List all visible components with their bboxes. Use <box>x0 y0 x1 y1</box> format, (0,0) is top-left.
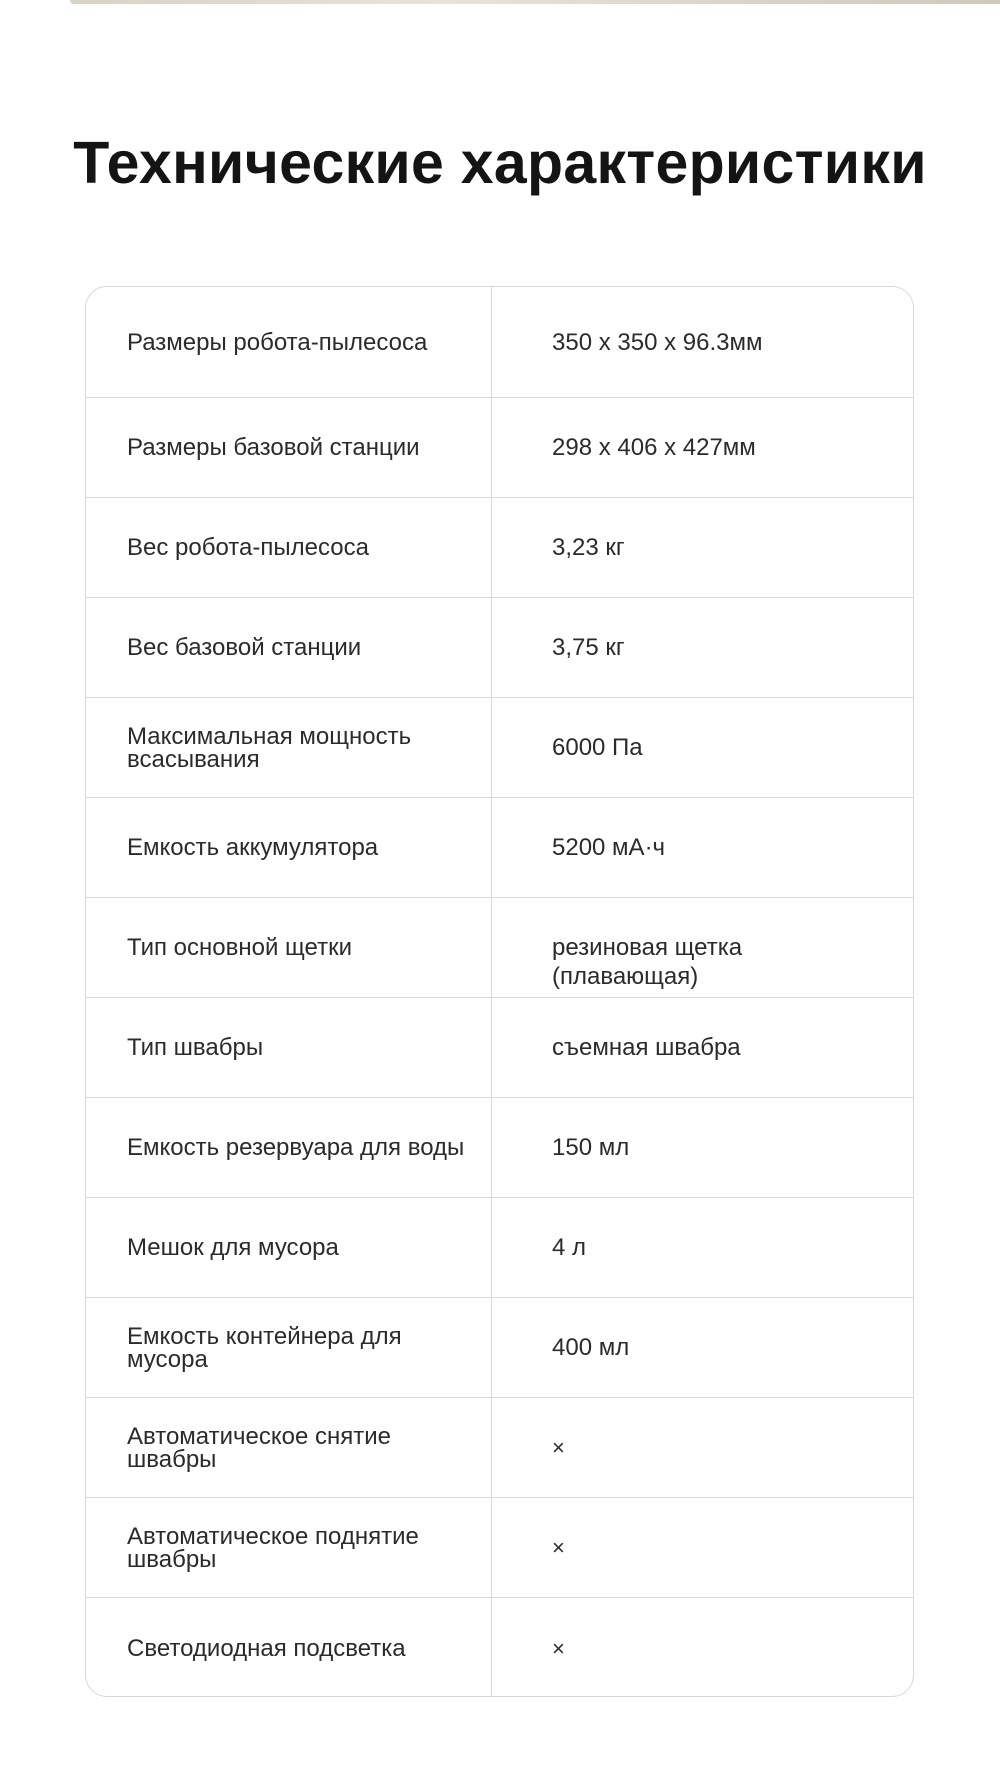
spec-value: 150 мл <box>552 1134 630 1161</box>
spec-value: 4 л <box>552 1234 587 1261</box>
spec-row <box>86 287 913 398</box>
spec-row <box>86 1598 913 1697</box>
spec-label: Мешок для мусора <box>86 1198 492 1297</box>
spec-value: резиновая щетка (плавающая) <box>552 934 743 990</box>
spec-row <box>86 1098 913 1198</box>
spec-row <box>86 498 913 598</box>
spec-value: съемная швабра <box>552 1034 741 1061</box>
spec-label: Размеры базовой станции <box>86 398 492 497</box>
spec-row <box>86 898 913 998</box>
spec-row <box>86 598 913 698</box>
spec-label: Светодиодная подсветка <box>86 1598 492 1697</box>
spec-row <box>86 1298 913 1398</box>
spec-table <box>85 286 914 1697</box>
spec-label: Размеры робота-пылесоса <box>86 287 492 397</box>
spec-row <box>86 398 913 498</box>
spec-label: Емкость аккумулятора <box>86 798 492 897</box>
spec-row <box>86 998 913 1098</box>
page-title: Технические характеристики <box>73 130 927 196</box>
top-decorative-strip <box>70 0 1000 4</box>
spec-label: Автоматическое снятие швабры <box>86 1398 492 1497</box>
spec-value: 3,23 кг <box>552 534 625 561</box>
spec-value: 6000 Па <box>552 734 643 761</box>
spec-value: × <box>552 1535 565 1560</box>
spec-value: 5200 мА·ч <box>552 834 666 861</box>
spec-value: × <box>552 1635 565 1661</box>
spec-label: Вес базовой станции <box>86 598 492 697</box>
spec-row <box>86 1198 913 1298</box>
spec-row <box>86 798 913 898</box>
spec-label: Емкость резервуара для воды <box>86 1098 492 1197</box>
spec-value: 400 мл <box>552 1334 630 1361</box>
spec-label: Максимальная мощность всасывания <box>86 698 492 797</box>
spec-value: 298 x 406 x 427мм <box>552 434 756 461</box>
spec-row <box>86 1498 913 1598</box>
spec-label: Вес робота-пылесоса <box>86 498 492 597</box>
spec-row <box>86 1398 913 1498</box>
spec-label: Тип швабры <box>86 998 492 1097</box>
spec-label: Тип основной щетки <box>86 898 492 997</box>
spec-value: × <box>552 1435 565 1460</box>
spec-value: 350 x 350 x 96.3мм <box>552 328 763 356</box>
spec-label: Емкость контейнера для мусора <box>86 1298 492 1397</box>
spec-label: Автоматическое поднятие швабры <box>86 1498 492 1597</box>
spec-value: 3,75 кг <box>552 634 625 661</box>
spec-row <box>86 698 913 798</box>
